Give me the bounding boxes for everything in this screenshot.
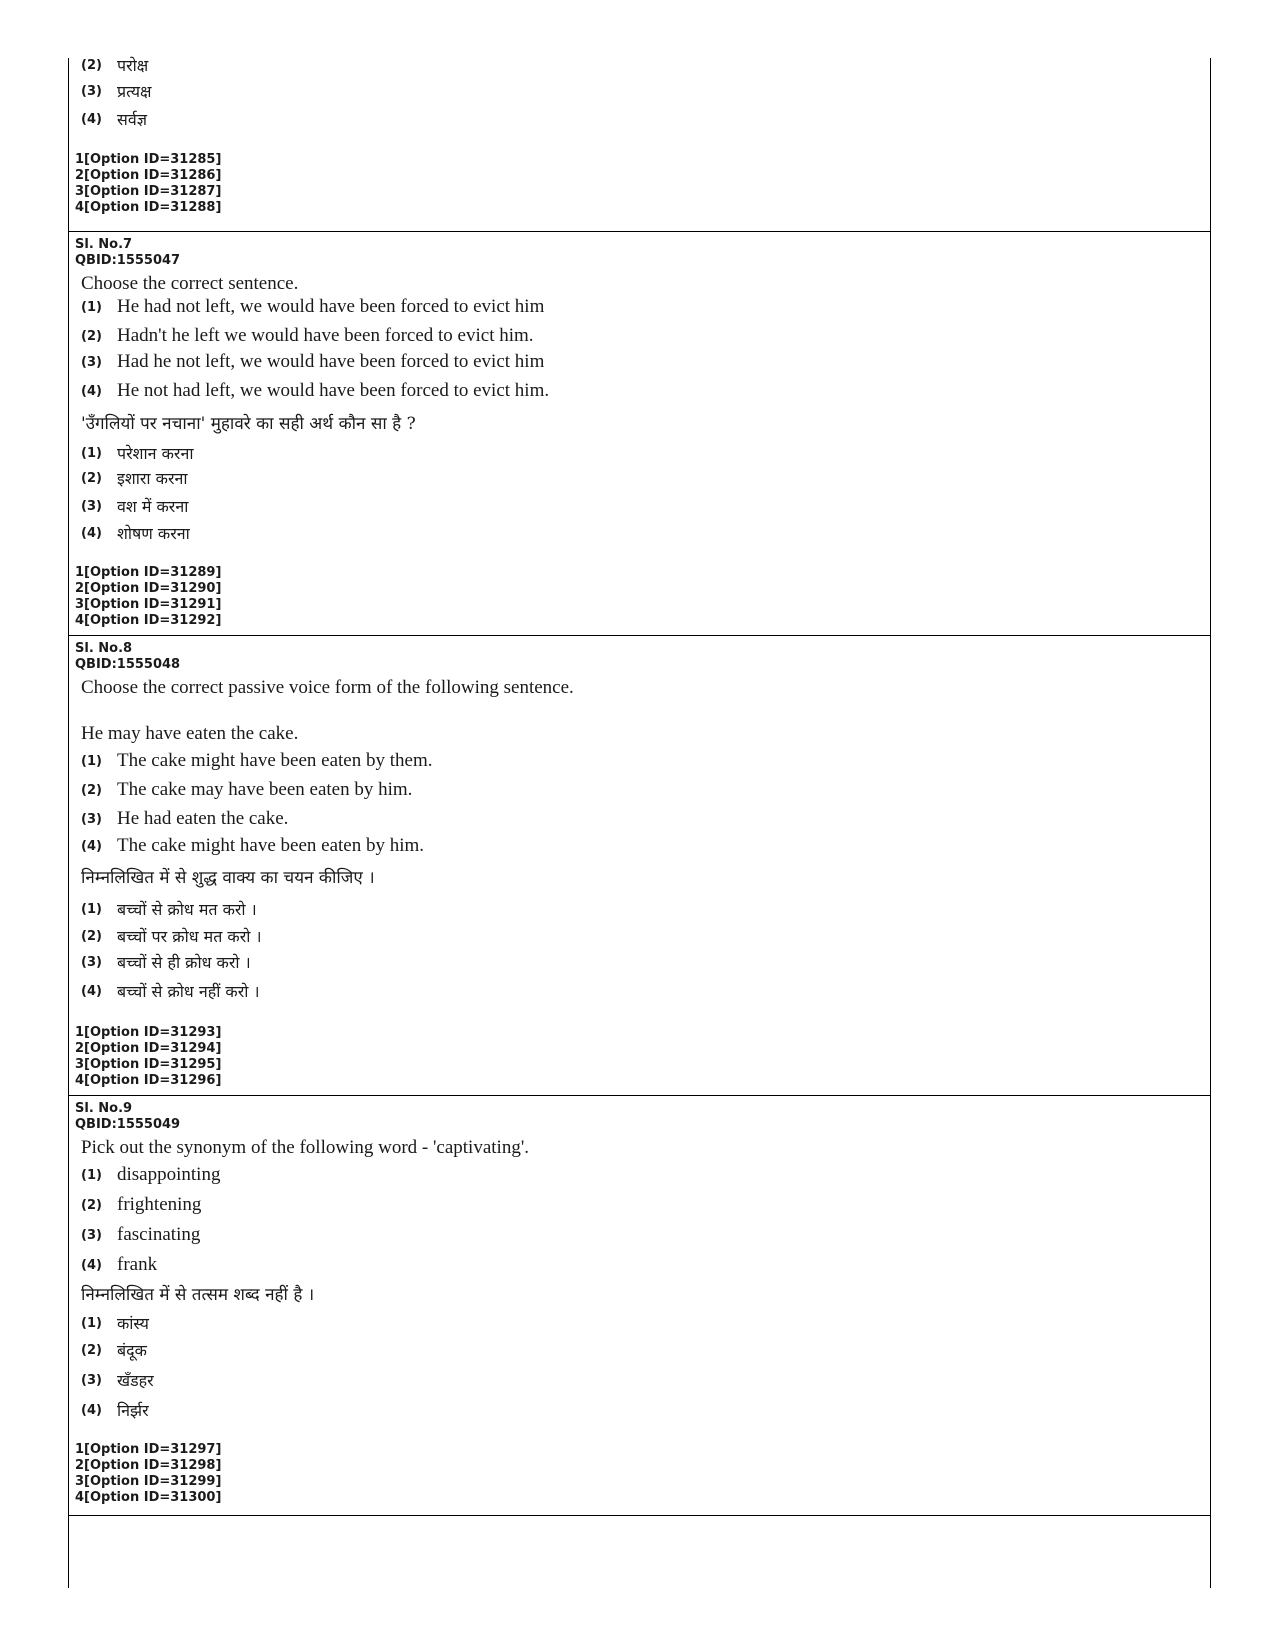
option-text: कांस्य — [117, 1314, 149, 1333]
option-text: खँडहर — [117, 1371, 154, 1390]
question-text-hindi: 'उँगलियों पर नचाना' मुहावरे का सही अर्थ कौन सा है ? — [81, 414, 416, 434]
option-text: disappointing — [117, 1164, 221, 1185]
option-number: (4) — [81, 383, 102, 399]
serial-number: Sl. No.9 — [75, 1101, 133, 1116]
serial-number: Sl. No.7 — [75, 237, 133, 252]
option-id: 2[Option ID=31298] — [75, 1458, 222, 1473]
option-number: (3) — [81, 811, 102, 827]
option-text: सर्वज्ञ — [117, 110, 147, 129]
option-id: 1[Option ID=31293] — [75, 1025, 222, 1040]
option-1 — [81, 442, 193, 468]
option-3 — [81, 80, 152, 106]
question-text-hindi: निम्नलिखित में से तत्सम शब्द नहीं है । — [81, 1285, 315, 1305]
option-id: 4[Option ID=31296] — [75, 1073, 222, 1088]
option-id: 1[Option ID=31285] — [75, 152, 222, 167]
option-number: (3) — [81, 954, 102, 970]
option-1 — [81, 750, 432, 776]
option-id-list — [75, 152, 221, 216]
option-text: शोषण करना — [117, 524, 190, 543]
option-number: (2) — [81, 328, 102, 344]
option-text: He not had left, we would have been forced to evict him. — [117, 380, 550, 401]
option-number: (3) — [81, 354, 102, 370]
question-paper-page — [68, 58, 1211, 1588]
serial-number: Sl. No.8 — [75, 641, 133, 656]
option-number: (4) — [81, 838, 102, 854]
option-id: 3[Option ID=31291] — [75, 597, 222, 612]
option-text: बच्चों से ही क्रोध करो । — [117, 953, 251, 972]
option-text: fascinating — [117, 1224, 201, 1245]
option-3 — [81, 1369, 154, 1395]
option-id: 1[Option ID=31289] — [75, 565, 222, 580]
option-text: The cake may have been eaten by him. — [117, 779, 413, 800]
option-text: He had not left, we would have been forced to evict him — [117, 296, 545, 317]
option-number: (3) — [81, 498, 102, 514]
option-id: 3[Option ID=31295] — [75, 1057, 222, 1072]
option-4 — [81, 1399, 149, 1425]
option-1 — [81, 1312, 149, 1338]
option-text: परेशान करना — [117, 444, 194, 463]
option-number: (4) — [81, 1257, 102, 1273]
question-block-continued — [69, 58, 1210, 232]
option-3 — [81, 351, 544, 377]
option-text: बच्चों से क्रोध मत करो । — [117, 900, 257, 919]
option-text: इशारा करना — [117, 469, 188, 488]
option-text: निर्झर — [117, 1401, 149, 1420]
option-number: (3) — [81, 1372, 102, 1388]
option-3 — [81, 808, 288, 834]
option-4 — [81, 380, 549, 406]
option-4 — [81, 980, 260, 1006]
option-id-list — [75, 1442, 221, 1506]
qbid: QBID:1555049 — [75, 1117, 181, 1132]
option-number: (3) — [81, 83, 102, 99]
option-3 — [81, 1224, 200, 1250]
option-text: वश में करना — [117, 497, 189, 516]
option-number: (1) — [81, 901, 102, 917]
question-text-english: Choose the correct passive voice form of the following sentence. — [81, 677, 574, 698]
option-2 — [81, 1194, 201, 1220]
option-text: The cake might have been eaten by him. — [117, 835, 425, 856]
option-id-list — [75, 1025, 221, 1089]
question-text-english: Choose the correct sentence. — [81, 273, 299, 294]
option-number: (1) — [81, 1167, 102, 1183]
option-id-list — [75, 565, 221, 629]
option-text: frank — [117, 1254, 158, 1275]
option-number: (4) — [81, 983, 102, 999]
option-id: 4[Option ID=31292] — [75, 613, 222, 628]
qbid: QBID:1555048 — [75, 657, 181, 672]
option-2 — [81, 467, 188, 493]
option-id: 2[Option ID=31294] — [75, 1041, 222, 1056]
option-id: 3[Option ID=31299] — [75, 1474, 222, 1489]
option-text: Had he not left, we would have been forced to evict him — [117, 351, 545, 372]
option-text: frightening — [117, 1194, 202, 1215]
option-number: (2) — [81, 57, 102, 73]
option-id: 2[Option ID=31290] — [75, 581, 222, 596]
option-1 — [81, 1164, 220, 1190]
option-id: 2[Option ID=31286] — [75, 168, 222, 183]
option-text: The cake might have been eaten by them. — [117, 750, 433, 771]
option-id: 1[Option ID=31297] — [75, 1442, 222, 1457]
option-number: (1) — [81, 753, 102, 769]
option-2 — [81, 925, 262, 951]
option-1 — [81, 296, 544, 322]
option-2 — [81, 779, 412, 805]
option-number: (4) — [81, 525, 102, 541]
option-number: (4) — [81, 1402, 102, 1418]
option-id: 4[Option ID=31300] — [75, 1490, 222, 1505]
option-number: (2) — [81, 1342, 102, 1358]
question-block-9 — [69, 1096, 1210, 1516]
option-1 — [81, 898, 257, 924]
qbid: QBID:1555047 — [75, 253, 181, 268]
option-text: बंदूक — [117, 1341, 147, 1360]
option-number: (1) — [81, 1315, 102, 1331]
question-text-hindi: निम्नलिखित में से शुद्ध वाक्य का चयन कीजिए । — [81, 868, 375, 888]
option-number: (2) — [81, 782, 102, 798]
question-sentence: He may have eaten the cake. — [81, 723, 299, 744]
option-number: (2) — [81, 470, 102, 486]
option-text: परोक्ष — [117, 56, 149, 75]
option-3 — [81, 495, 188, 521]
option-number: (4) — [81, 111, 102, 127]
option-2 — [81, 325, 534, 351]
option-4 — [81, 835, 424, 861]
question-text-english: Pick out the synonym of the following word - 'captivating'. — [81, 1137, 530, 1158]
option-number: (1) — [81, 299, 102, 315]
option-text: He had eaten the cake. — [117, 808, 289, 829]
option-id: 3[Option ID=31287] — [75, 184, 222, 199]
option-number: (1) — [81, 445, 102, 461]
option-text: बच्चों से क्रोध नहीं करो । — [117, 982, 260, 1001]
option-text: बच्चों पर क्रोध मत करो । — [117, 927, 262, 946]
option-number: (3) — [81, 1227, 102, 1243]
question-block-7 — [69, 232, 1210, 636]
option-4 — [81, 108, 147, 134]
option-text: प्रत्यक्ष — [117, 82, 152, 101]
question-block-8 — [69, 636, 1210, 1096]
option-3 — [81, 951, 251, 977]
option-2 — [81, 1339, 147, 1365]
option-2 — [81, 54, 148, 80]
option-number: (2) — [81, 1197, 102, 1213]
option-4 — [81, 1254, 157, 1280]
option-4 — [81, 522, 190, 548]
option-id: 4[Option ID=31288] — [75, 200, 222, 215]
option-number: (2) — [81, 928, 102, 944]
option-text: Hadn't he left we would have been forced to evict him. — [117, 325, 534, 346]
